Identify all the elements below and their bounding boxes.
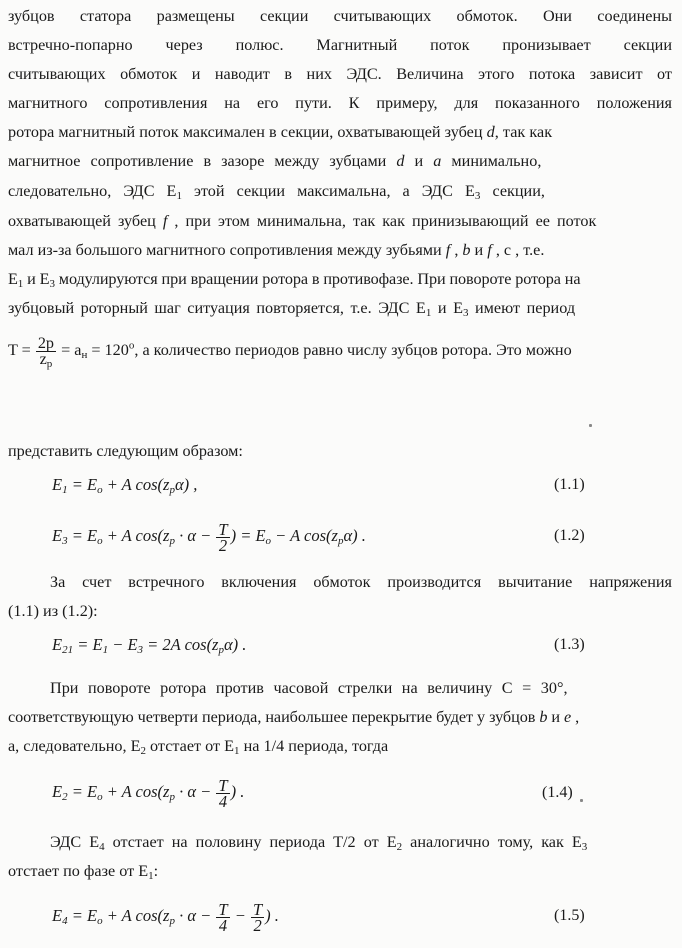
equation-number: (1.4) — [542, 784, 573, 801]
text-line: При повороте ротора против часовой стрелки на величину C = 30°, — [50, 679, 568, 697]
equation-number: (1.1) — [554, 476, 585, 493]
text-line: соответствующую четверти периода, наибольшее перекрытие будет у зубцов b и e , — [8, 708, 580, 726]
text-line: (1.1) из (1.2): — [8, 602, 98, 620]
scan-speck — [580, 799, 583, 802]
text-line: мал из-за большого магнитного сопротивления между зубьями f , b и f , c , т.е. — [8, 241, 545, 259]
period-formula-line: T = $\frac{2p}{z_p}$ = $a_н = 120^o$, а количество периодов равно числу зубцов ротора. Это можно — [8, 333, 572, 370]
equation-1-5: $E_4 = E_o + A$ $\cos(z_p \cdot \alpha$ − $\frac{T}{4}$ − $\frac{T}{2}$ ) . — [52, 899, 279, 935]
fraction: $\frac{T}{2}$ — [252, 899, 263, 935]
text-line: магнитного сопротивления на его пути. К примеру, для показанного положения — [8, 94, 672, 112]
equation-1-4: $E_2 = E_o + A$ $\cos(z_p \cdot \alpha$ − $\frac{T}{4}$ ) . — [52, 775, 245, 811]
text-line: считывающих обмоток и наводит в них ЭДС. Величина этого потока зависит от — [8, 65, 672, 83]
text-line: $E_1$ и $E_3$ модулируются при вращении ротора в противофазе. При повороте ротора на — [8, 270, 581, 290]
equation-1-3: $E_{21} = E_1 - E_3 = 2A$ $\cos(z_p\alpha)$ . — [52, 635, 247, 656]
text-line: ЭДС $E_4$ отстает на половину периода T/2 от $E_2$ аналогично тому, как $E_3$ — [50, 833, 588, 853]
fraction: $\frac{T}{4}$ — [218, 775, 228, 811]
equation-number: (1.5) — [554, 907, 585, 924]
equation-number: (1.2) — [554, 527, 585, 544]
fraction: $\frac{T}{2}$ — [218, 519, 228, 555]
text-line: магнитное сопротивление в зазоре между зубцами d и a минимально, — [8, 152, 542, 170]
text-line: зубцов статора размещены секции считывающих обмоток. Они соединены — [8, 7, 672, 25]
text-line: ротора магнитный поток максимален в секции, охватывающей зубец d, так как — [8, 123, 553, 141]
text-line: встречно-попарно через полюс. Магнитный поток пронизывает секции — [8, 36, 672, 54]
text-line: представить следующим образом: — [8, 442, 243, 460]
fraction: $\frac{2p}{z_p}$ — [37, 333, 55, 370]
text-line: отстает по фазе от $E_1$: — [8, 862, 159, 882]
text-line: а, следовательно, $E_2$ отстает от $E_1$ на 1/4 периода, тогда — [8, 737, 389, 757]
equation-1-1: $E_1 = E_o + A$ $\cos(z_p\alpha)$ , — [52, 475, 198, 496]
text-line: следовательно, ЭДС $E_1$ этой секции максимальна, а ЭДС $E_3$ секции, — [8, 182, 545, 202]
text-line: зубцовый роторный шаг ситуация повторяется, т.е. ЭДС $E_1$ и $E_3$ имеют период — [8, 299, 576, 319]
equation-1-2: $E_3 = E_o + A$ $\cos(z_p \cdot \alpha$ − $\frac{T}{2}$ ) = $E_o - A$ $\cos(z_p\alpha)$ . — [52, 519, 366, 555]
text-line: охватывающей зубец f , при этом минимальна, так как принизывающий ее поток — [8, 212, 597, 230]
equation-number: (1.3) — [554, 636, 585, 653]
fraction: $\frac{T}{4}$ — [218, 899, 228, 935]
scan-speck — [589, 424, 592, 427]
text-line: За счет встречного включения обмоток производится вычитание напряжения — [50, 573, 672, 591]
